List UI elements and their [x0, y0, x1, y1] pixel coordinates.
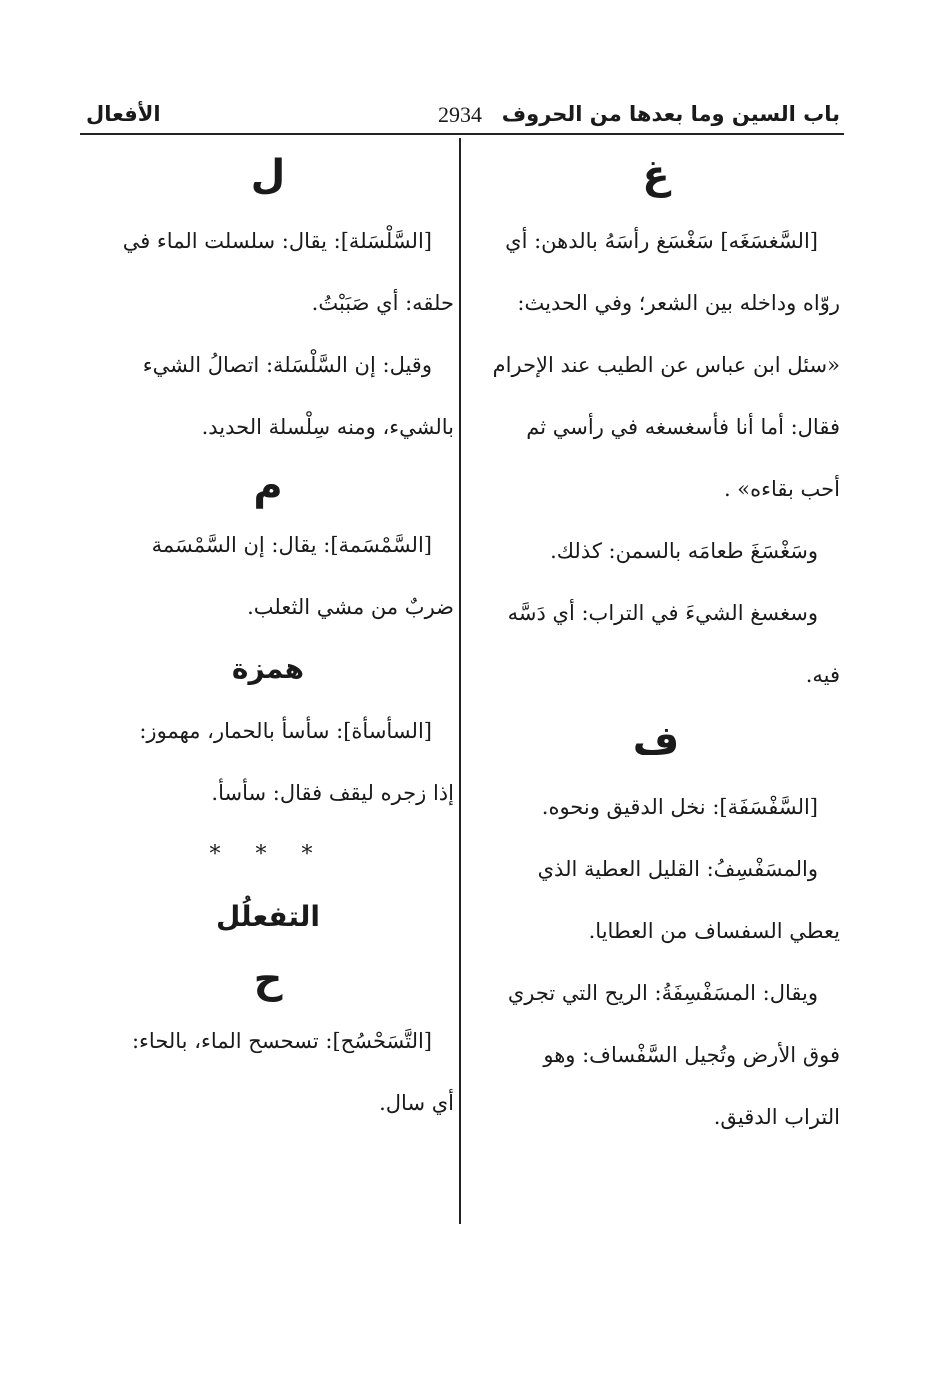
section-title: باب السين وما بعدها من الحروف	[501, 102, 840, 126]
letter-mim: م	[253, 463, 283, 509]
header-rule	[80, 133, 844, 135]
entry-line: وسغسغ الشيءَ في التراب: أي دَسَّه	[507, 601, 818, 625]
entry-line: أحب بقاءه» .	[723, 477, 840, 501]
right-column	[472, 140, 840, 1148]
entry-line: ضربٌ من مشي الثعلب.	[247, 595, 454, 619]
page-number: 2934	[438, 102, 482, 127]
entry-line: [السَّغسَغَه] سَغْسَغ رأسَهُ بالدهن: أي	[505, 229, 818, 253]
entry-line: وسَغْسَغَ طعامَه بالسمن: كذلك.	[550, 539, 818, 563]
entry-line: [السَّلْسَلة]: يقال: سلسلت الماء في	[122, 229, 432, 253]
entry-line: روّاه وداخله بين الشعر؛ وفي الحديث:	[517, 291, 840, 315]
chapter-title: الأفعال	[86, 102, 161, 126]
letter-ha: ح	[253, 956, 283, 1002]
entry-line: يعطي السفساف من العطايا.	[588, 919, 840, 943]
letter-fa: ف	[632, 718, 680, 764]
entry-line: فيه.	[805, 663, 840, 687]
entry-line: إذا زجره ليقف فقال: سأسأ.	[211, 781, 454, 805]
entry-line: ويقال: المسَفْسِفَةُ: الريح التي تجري	[507, 981, 818, 1005]
entry-line: والمسَفْسِفُ: القليل العطية الذي	[537, 857, 818, 881]
entry-line: [التَّسَحْسُح]: تسحسح الماء، بالحاء:	[131, 1029, 432, 1053]
entry-line: [السَّمْسَمة]: يقال: إن السَّمْسَمة	[151, 533, 432, 557]
left-column	[82, 140, 454, 1134]
entry-line: حلقه: أي صَبَبْتُ.	[311, 291, 454, 315]
heading-tafaalul: التفعلُل	[216, 900, 320, 933]
page-header	[0, 96, 936, 136]
entry-line: بالشيء، ومنه سِلْسلة الحديد.	[201, 415, 454, 439]
section-separator: * * *	[209, 842, 327, 867]
entry-line: وقيل: إن السَّلْسَلة: اتصالُ الشيء	[142, 353, 432, 377]
entry-line: فقال: أما أنا فأسغسغه في رأسي ثم	[526, 415, 840, 439]
heading-hamza: همزة	[231, 652, 305, 685]
entry-line: أي سال.	[379, 1091, 454, 1115]
entry-line: [السأسأة]: سأسأ بالحمار، مهموز:	[139, 719, 432, 743]
entry-line: «سئل ابن عباس عن الطيب عند الإحرام	[492, 353, 840, 377]
letter-ghain: غ	[642, 152, 670, 198]
entry-line: فوق الأرض وتُجيل السَّفْساف: وهو	[543, 1043, 840, 1067]
column-divider	[459, 138, 461, 1224]
entry-line: التراب الدقيق.	[713, 1105, 840, 1129]
letter-lam: ل	[250, 152, 286, 198]
entry-line: [السَّفْسَفَة]: نخل الدقيق ونحوه.	[541, 795, 818, 819]
